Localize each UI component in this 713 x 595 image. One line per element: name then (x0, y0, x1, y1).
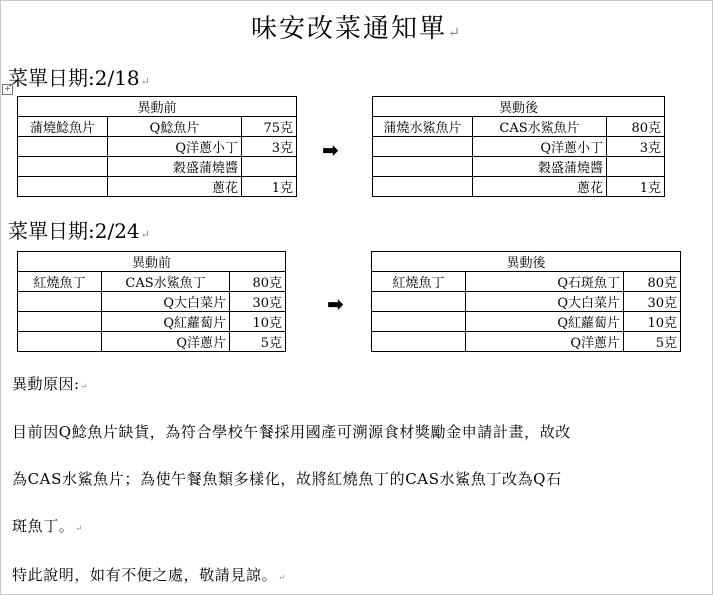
quantity: 30克 (624, 292, 681, 312)
dish-name (373, 177, 473, 197)
table-move-handle-icon[interactable]: + (2, 84, 13, 95)
quantity: 1克 (607, 177, 665, 197)
ingredient: 蔥花 (473, 177, 607, 197)
paragraph-mark: ↵ (75, 523, 83, 533)
dish-name (18, 332, 102, 352)
quantity: 10克 (624, 312, 681, 332)
dish-name (373, 137, 473, 157)
menu-date-1: 菜單日期:2/18 (8, 66, 140, 90)
ingredient: 穀盛蒲燒醬 (108, 157, 242, 177)
ingredient: Q洋蔥小丁 (473, 137, 607, 157)
menu1-table (17, 96, 665, 197)
arrow-right-icon: ➡ (327, 292, 344, 316)
quantity (607, 157, 665, 177)
after-header: 異動後 (373, 97, 665, 117)
dish-name (372, 332, 466, 352)
before-header: 異動前 (18, 97, 297, 117)
ingredient: Q洋蔥小丁 (108, 137, 242, 157)
dish-name (372, 312, 466, 332)
reason-line-2: 為CAS水鯊魚片；為使午餐魚類多樣化，故將紅燒魚丁的CAS水鯊魚丁改為Q石 (12, 470, 562, 488)
dish-name (18, 157, 108, 177)
ingredient: Q大白菜片 (466, 292, 624, 312)
quantity: 75克 (242, 117, 297, 137)
dish-name (18, 177, 108, 197)
ingredient: Q洋蔥片 (466, 332, 624, 352)
ingredient: Q石斑魚丁 (466, 272, 624, 292)
quantity: 80克 (607, 117, 665, 137)
quantity: 5克 (230, 332, 286, 352)
dish-name: 蒲燒鯰魚片 (18, 117, 108, 137)
quantity: 3克 (242, 137, 297, 157)
ingredient: CAS水鯊魚丁 (102, 272, 230, 292)
dish-name (373, 157, 473, 177)
quantity: 80克 (624, 272, 681, 292)
paragraph-mark: ↵ (278, 572, 286, 582)
quantity: 3克 (607, 137, 665, 157)
paragraph-mark: ↵ (140, 75, 150, 88)
after-header: 異動後 (372, 252, 681, 272)
reason-line-1: 目前因Q鯰魚片缺貨，為符合學校午餐採用國產可溯源食材獎勵金申請計畫，故改 (12, 423, 571, 441)
quantity: 5克 (624, 332, 681, 352)
ingredient: 穀盛蒲燒醬 (473, 157, 607, 177)
arrow-right-icon: ➡ (322, 138, 339, 162)
ingredient: 蔥花 (108, 177, 242, 197)
quantity: 80克 (230, 272, 286, 292)
dish-name (18, 292, 102, 312)
ingredient: Q大白菜片 (102, 292, 230, 312)
ingredient: CAS水鯊魚片 (473, 117, 607, 137)
dish-name: 紅燒魚丁 (372, 272, 466, 292)
reason-label: 異動原因: (12, 375, 80, 393)
quantity (242, 157, 297, 177)
dish-name (372, 292, 466, 312)
ingredient: Q紅蘿蔔片 (102, 312, 230, 332)
reason-line-3: 斑魚丁。 (12, 517, 75, 535)
before-header: 異動前 (18, 252, 286, 272)
notice-title: 味安改菜通知單 (251, 14, 448, 44)
dish-name: 紅燒魚丁 (18, 272, 102, 292)
paragraph-mark: ↵ (448, 25, 462, 41)
dish-name (18, 137, 108, 157)
ingredient: Q鯰魚片 (108, 117, 242, 137)
paragraph-mark: ↵ (140, 228, 150, 241)
ingredient: Q紅蘿蔔片 (466, 312, 624, 332)
quantity: 1克 (242, 177, 297, 197)
quantity: 30克 (230, 292, 286, 312)
ingredient: Q洋蔥片 (102, 332, 230, 352)
paragraph-mark: ↵ (80, 381, 88, 391)
menu2-table (17, 251, 681, 352)
quantity: 10克 (230, 312, 286, 332)
menu-date-2: 菜單日期:2/24 (8, 219, 140, 243)
dish-name: 蒲燒水鯊魚片 (373, 117, 473, 137)
dish-name (18, 312, 102, 332)
closing-text: 特此說明，如有不便之處，敬請見諒。 (12, 566, 278, 584)
